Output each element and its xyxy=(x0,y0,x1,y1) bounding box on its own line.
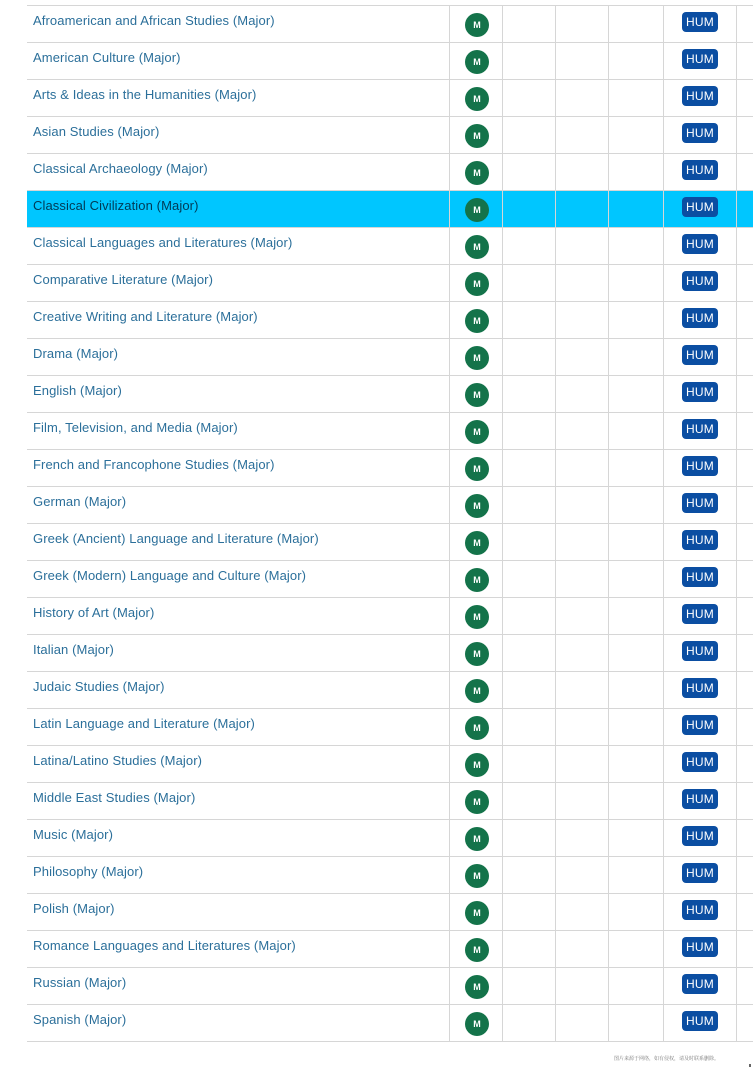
table-row[interactable] xyxy=(27,302,753,339)
empty-cell xyxy=(609,783,664,819)
hum-badge: HUM xyxy=(682,160,718,180)
empty-cell xyxy=(503,894,556,930)
empty-cell xyxy=(609,672,664,708)
watermark-text: 图片来源于网络，如有侵权，请及时联系删除。 xyxy=(613,1056,719,1062)
major-cell xyxy=(450,561,503,597)
program-name-link[interactable]: Russian (Major) xyxy=(27,968,450,1004)
hum-badge: HUM xyxy=(682,900,718,920)
major-cell xyxy=(450,857,503,893)
major-badge: M xyxy=(465,716,489,740)
table-row[interactable] xyxy=(27,561,753,598)
major-cell xyxy=(450,117,503,153)
table-row[interactable] xyxy=(27,413,753,450)
empty-cell xyxy=(737,487,753,523)
empty-cell xyxy=(503,635,556,671)
table-row[interactable] xyxy=(27,6,753,43)
empty-cell xyxy=(556,931,609,967)
program-name-link[interactable]: Middle East Studies (Major) xyxy=(27,783,450,819)
program-table xyxy=(27,5,753,1042)
division-cell xyxy=(664,709,737,745)
empty-cell xyxy=(609,968,664,1004)
major-badge: M xyxy=(465,531,489,555)
major-cell xyxy=(450,598,503,634)
program-name-link[interactable]: Asian Studies (Major) xyxy=(27,117,450,153)
division-cell xyxy=(664,857,737,893)
hum-badge: HUM xyxy=(682,197,718,217)
major-cell xyxy=(450,487,503,523)
major-badge: M xyxy=(465,346,489,370)
division-cell xyxy=(664,635,737,671)
empty-cell xyxy=(737,413,753,449)
major-cell xyxy=(450,931,503,967)
empty-cell xyxy=(503,43,556,79)
major-badge: M xyxy=(465,864,489,888)
division-cell xyxy=(664,339,737,375)
table-row[interactable] xyxy=(27,450,753,487)
major-cell xyxy=(450,6,503,42)
major-badge: M xyxy=(465,938,489,962)
program-name-link[interactable]: Classical Languages and Literatures (Major) xyxy=(27,228,450,264)
empty-cell xyxy=(503,746,556,782)
major-cell xyxy=(450,228,503,264)
program-name-link[interactable]: Film, Television, and Media (Major) xyxy=(27,413,450,449)
program-name-link[interactable]: Creative Writing and Literature (Major) xyxy=(27,302,450,338)
empty-cell xyxy=(609,894,664,930)
table-row[interactable] xyxy=(27,783,753,820)
empty-cell xyxy=(556,117,609,153)
hum-badge: HUM xyxy=(682,863,718,883)
empty-cell xyxy=(737,339,753,375)
empty-cell xyxy=(503,376,556,412)
hum-badge: HUM xyxy=(682,456,718,476)
empty-cell xyxy=(556,413,609,449)
hum-badge: HUM xyxy=(682,345,718,365)
table-row[interactable] xyxy=(27,376,753,413)
empty-cell xyxy=(503,857,556,893)
major-badge: M xyxy=(465,50,489,74)
program-name-link[interactable]: Drama (Major) xyxy=(27,339,450,375)
hum-badge: HUM xyxy=(682,382,718,402)
major-badge: M xyxy=(465,457,489,481)
major-cell xyxy=(450,820,503,856)
empty-cell xyxy=(556,968,609,1004)
empty-cell xyxy=(556,524,609,560)
hum-badge: HUM xyxy=(682,937,718,957)
empty-cell xyxy=(503,302,556,338)
empty-cell xyxy=(556,635,609,671)
division-cell xyxy=(664,302,737,338)
program-name-link[interactable]: Italian (Major) xyxy=(27,635,450,671)
program-name-link[interactable]: English (Major) xyxy=(27,376,450,412)
major-cell xyxy=(450,450,503,486)
empty-cell xyxy=(503,413,556,449)
empty-cell xyxy=(737,783,753,819)
empty-cell xyxy=(609,561,664,597)
hum-badge: HUM xyxy=(682,641,718,661)
empty-cell xyxy=(609,339,664,375)
empty-cell xyxy=(737,43,753,79)
empty-cell xyxy=(556,191,609,227)
empty-cell xyxy=(556,154,609,190)
hum-badge: HUM xyxy=(682,271,718,291)
table-row[interactable] xyxy=(27,265,753,302)
major-badge: M xyxy=(465,235,489,259)
table-row[interactable] xyxy=(27,894,753,931)
empty-cell xyxy=(737,968,753,1004)
empty-cell xyxy=(609,487,664,523)
table-row[interactable] xyxy=(27,117,753,154)
major-badge: M xyxy=(465,1012,489,1036)
major-badge: M xyxy=(465,975,489,999)
program-name-link[interactable]: Music (Major) xyxy=(27,820,450,856)
empty-cell xyxy=(737,80,753,116)
table-row[interactable] xyxy=(27,43,753,80)
hum-badge: HUM xyxy=(682,1011,718,1031)
empty-cell xyxy=(609,709,664,745)
empty-cell xyxy=(556,857,609,893)
division-cell xyxy=(664,487,737,523)
empty-cell xyxy=(737,1005,753,1041)
empty-cell xyxy=(737,450,753,486)
major-cell xyxy=(450,894,503,930)
empty-cell xyxy=(556,598,609,634)
major-badge: M xyxy=(465,198,489,222)
empty-cell xyxy=(609,6,664,42)
table-row[interactable] xyxy=(27,524,753,561)
empty-cell xyxy=(556,894,609,930)
major-badge: M xyxy=(465,901,489,925)
empty-cell xyxy=(556,1005,609,1041)
table-row[interactable] xyxy=(27,635,753,672)
major-cell xyxy=(450,783,503,819)
empty-cell xyxy=(609,117,664,153)
hum-badge: HUM xyxy=(682,86,718,106)
major-badge: M xyxy=(465,87,489,111)
empty-cell xyxy=(503,931,556,967)
empty-cell xyxy=(503,228,556,264)
empty-cell xyxy=(737,228,753,264)
division-cell xyxy=(664,894,737,930)
empty-cell xyxy=(609,376,664,412)
empty-cell xyxy=(556,339,609,375)
empty-cell xyxy=(503,968,556,1004)
major-badge: M xyxy=(465,827,489,851)
empty-cell xyxy=(503,450,556,486)
major-cell xyxy=(450,376,503,412)
empty-cell xyxy=(737,709,753,745)
hum-badge: HUM xyxy=(682,123,718,143)
empty-cell xyxy=(737,6,753,42)
program-name-link[interactable]: Comparative Literature (Major) xyxy=(27,265,450,301)
program-name-link[interactable]: Spanish (Major) xyxy=(27,1005,450,1041)
table-row[interactable] xyxy=(27,487,753,524)
division-cell xyxy=(664,524,737,560)
empty-cell xyxy=(609,635,664,671)
empty-cell xyxy=(737,820,753,856)
major-cell xyxy=(450,635,503,671)
major-cell xyxy=(450,302,503,338)
empty-cell xyxy=(556,672,609,708)
hum-badge: HUM xyxy=(682,49,718,69)
division-cell xyxy=(664,376,737,412)
empty-cell xyxy=(737,117,753,153)
table-row[interactable] xyxy=(27,339,753,376)
empty-cell xyxy=(556,376,609,412)
division-cell xyxy=(664,191,737,227)
empty-cell xyxy=(737,635,753,671)
division-cell xyxy=(664,117,737,153)
empty-cell xyxy=(556,561,609,597)
table-row[interactable] xyxy=(27,746,753,783)
hum-badge: HUM xyxy=(682,752,718,772)
empty-cell xyxy=(503,783,556,819)
major-cell xyxy=(450,339,503,375)
empty-cell xyxy=(503,561,556,597)
division-cell xyxy=(664,783,737,819)
empty-cell xyxy=(556,450,609,486)
empty-cell xyxy=(556,6,609,42)
major-cell xyxy=(450,1005,503,1041)
major-badge: M xyxy=(465,161,489,185)
division-cell xyxy=(664,228,737,264)
empty-cell xyxy=(609,857,664,893)
empty-cell xyxy=(503,487,556,523)
major-cell xyxy=(450,968,503,1004)
empty-cell xyxy=(737,931,753,967)
empty-cell xyxy=(609,931,664,967)
empty-cell xyxy=(609,1005,664,1041)
major-badge: M xyxy=(465,790,489,814)
major-badge: M xyxy=(465,124,489,148)
division-cell xyxy=(664,746,737,782)
hum-badge: HUM xyxy=(682,493,718,513)
empty-cell xyxy=(609,228,664,264)
table-row[interactable] xyxy=(27,1005,753,1042)
empty-cell xyxy=(609,524,664,560)
hum-badge: HUM xyxy=(682,715,718,735)
program-name-link[interactable]: Classical Archaeology (Major) xyxy=(27,154,450,190)
hum-badge: HUM xyxy=(682,789,718,809)
empty-cell xyxy=(609,746,664,782)
empty-cell xyxy=(556,265,609,301)
empty-cell xyxy=(556,820,609,856)
empty-cell xyxy=(737,672,753,708)
division-cell xyxy=(664,672,737,708)
empty-cell xyxy=(503,709,556,745)
major-badge: M xyxy=(465,568,489,592)
program-name-link[interactable]: Latina/Latino Studies (Major) xyxy=(27,746,450,782)
major-cell xyxy=(450,154,503,190)
empty-cell xyxy=(737,524,753,560)
major-badge: M xyxy=(465,272,489,296)
empty-cell xyxy=(737,191,753,227)
major-badge: M xyxy=(465,420,489,444)
empty-cell xyxy=(556,709,609,745)
table-row[interactable] xyxy=(27,709,753,746)
division-cell xyxy=(664,561,737,597)
empty-cell xyxy=(737,857,753,893)
hum-badge: HUM xyxy=(682,530,718,550)
empty-cell xyxy=(609,43,664,79)
hum-badge: HUM xyxy=(682,234,718,254)
empty-cell xyxy=(609,154,664,190)
empty-cell xyxy=(503,265,556,301)
empty-cell xyxy=(556,80,609,116)
empty-cell xyxy=(503,598,556,634)
division-cell xyxy=(664,598,737,634)
major-badge: M xyxy=(465,642,489,666)
major-badge: M xyxy=(465,753,489,777)
empty-cell xyxy=(737,561,753,597)
empty-cell xyxy=(737,154,753,190)
empty-cell xyxy=(556,487,609,523)
empty-cell xyxy=(503,154,556,190)
empty-cell xyxy=(737,894,753,930)
empty-cell xyxy=(503,80,556,116)
empty-cell xyxy=(609,598,664,634)
division-cell xyxy=(664,154,737,190)
major-badge: M xyxy=(465,605,489,629)
empty-cell xyxy=(503,339,556,375)
major-badge: M xyxy=(465,13,489,37)
major-badge: M xyxy=(465,309,489,333)
empty-cell xyxy=(609,265,664,301)
table-row[interactable] xyxy=(27,191,753,228)
division-cell xyxy=(664,80,737,116)
empty-cell xyxy=(503,117,556,153)
empty-cell xyxy=(556,302,609,338)
program-name-link[interactable]: Latin Language and Literature (Major) xyxy=(27,709,450,745)
empty-cell xyxy=(609,191,664,227)
major-cell xyxy=(450,672,503,708)
hum-badge: HUM xyxy=(682,567,718,587)
table-row[interactable] xyxy=(27,228,753,265)
empty-cell xyxy=(503,820,556,856)
empty-cell xyxy=(737,746,753,782)
table-row[interactable] xyxy=(27,931,753,968)
empty-cell xyxy=(503,672,556,708)
program-name-link[interactable]: German (Major) xyxy=(27,487,450,523)
program-name-link[interactable]: Classical Civilization (Major) xyxy=(27,191,450,227)
table-row[interactable] xyxy=(27,672,753,709)
program-name-link[interactable]: Arts & Ideas in the Humanities (Major) xyxy=(27,80,450,116)
program-name-link[interactable]: Greek (Ancient) Language and Literature (Major) xyxy=(27,524,450,560)
empty-cell xyxy=(503,191,556,227)
empty-cell xyxy=(737,265,753,301)
major-badge: M xyxy=(465,383,489,407)
program-name-link[interactable]: French and Francophone Studies (Major) xyxy=(27,450,450,486)
division-cell xyxy=(664,6,737,42)
empty-cell xyxy=(503,6,556,42)
division-cell xyxy=(664,820,737,856)
table-row[interactable] xyxy=(27,598,753,635)
empty-cell xyxy=(556,43,609,79)
table-row[interactable] xyxy=(27,857,753,894)
empty-cell xyxy=(609,413,664,449)
major-cell xyxy=(450,746,503,782)
major-cell xyxy=(450,191,503,227)
major-badge: M xyxy=(465,679,489,703)
table-row[interactable] xyxy=(27,968,753,1005)
major-cell xyxy=(450,80,503,116)
division-cell xyxy=(664,968,737,1004)
division-cell xyxy=(664,1005,737,1041)
empty-cell xyxy=(609,302,664,338)
program-name-link[interactable]: History of Art (Major) xyxy=(27,598,450,634)
hum-badge: HUM xyxy=(682,604,718,624)
empty-cell xyxy=(737,302,753,338)
empty-cell xyxy=(556,746,609,782)
major-cell xyxy=(450,43,503,79)
empty-cell xyxy=(737,376,753,412)
empty-cell xyxy=(503,524,556,560)
hum-badge: HUM xyxy=(682,12,718,32)
hum-badge: HUM xyxy=(682,419,718,439)
program-name-link[interactable]: Romance Languages and Literatures (Major) xyxy=(27,931,450,967)
empty-cell xyxy=(737,598,753,634)
major-cell xyxy=(450,524,503,560)
empty-cell xyxy=(609,80,664,116)
hum-badge: HUM xyxy=(682,678,718,698)
empty-cell xyxy=(556,228,609,264)
division-cell xyxy=(664,450,737,486)
table-row[interactable] xyxy=(27,154,753,191)
program-name-link[interactable]: Judaic Studies (Major) xyxy=(27,672,450,708)
program-name-link[interactable]: Polish (Major) xyxy=(27,894,450,930)
program-name-link[interactable]: Afroamerican and African Studies (Major) xyxy=(27,6,450,42)
empty-cell xyxy=(609,450,664,486)
program-name-link[interactable]: American Culture (Major) xyxy=(27,43,450,79)
empty-cell xyxy=(503,1005,556,1041)
table-row[interactable] xyxy=(27,80,753,117)
table-row[interactable] xyxy=(27,820,753,857)
major-badge: M xyxy=(465,494,489,518)
division-cell xyxy=(664,413,737,449)
division-cell xyxy=(664,43,737,79)
empty-cell xyxy=(609,820,664,856)
division-cell xyxy=(664,265,737,301)
major-cell xyxy=(450,413,503,449)
hum-badge: HUM xyxy=(682,974,718,994)
empty-cell xyxy=(556,783,609,819)
hum-badge: HUM xyxy=(682,308,718,328)
hum-badge: HUM xyxy=(682,826,718,846)
program-name-link[interactable]: Philosophy (Major) xyxy=(27,857,450,893)
program-name-link[interactable]: Greek (Modern) Language and Culture (Major) xyxy=(27,561,450,597)
major-cell xyxy=(450,265,503,301)
division-cell xyxy=(664,931,737,967)
corner-mark xyxy=(749,1064,751,1067)
major-cell xyxy=(450,709,503,745)
